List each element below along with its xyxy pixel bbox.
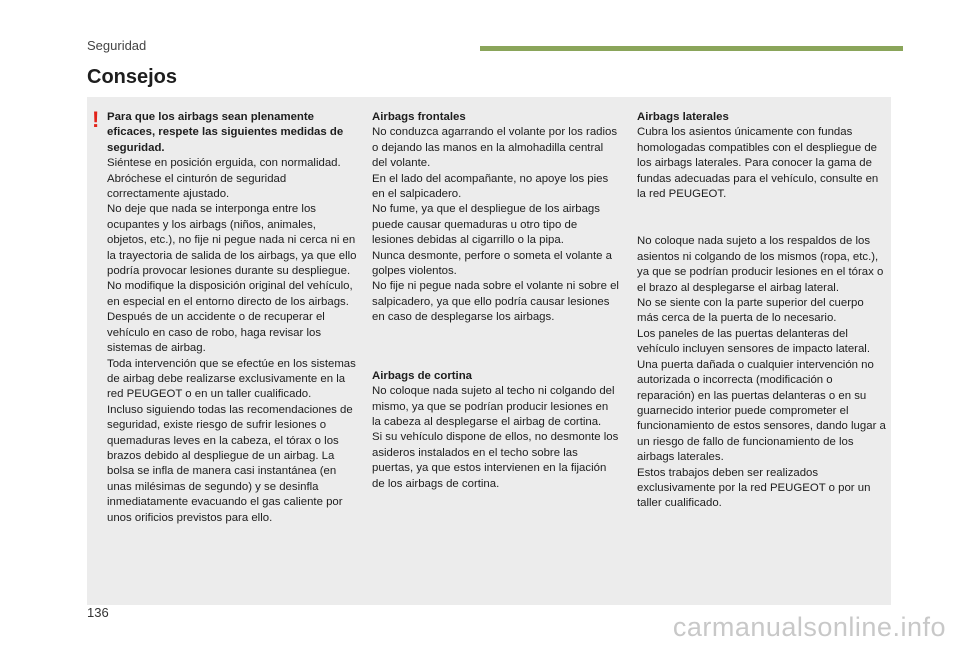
side-airbags-line: Cubra los asientos únicamente con fundas homologadas compatibles con el despliegue de los airbags laterales. Para conocer la gama de fundas adecuadas para el vehículo, consulte en la red PEUGEOT.	[637, 126, 879, 201]
side-airbags-line: Estos trabajos deben ser realizados exclusivamente por la red PEUGEOT o por un taller cualificado.	[637, 466, 871, 510]
side-airbags-line: Los paneles de las puertas delanteras del vehículo incluyen sensores de impacto lateral.	[637, 327, 871, 356]
side-airbags-line: Una puerta dañada o cualquier intervención no autorizada o incorrecta (modificación o reparación) en las puertas delanteras o en su guarnecido interior puede comprometer el funcionamiento de estos sensores, dando lugar a un riesgo de fallo de funcionamiento de los airbags laterales.	[637, 358, 886, 464]
side-airbags-line: No se siente con la parte superior del cuerpo más cerca de la puerta de lo necesario.	[637, 297, 864, 325]
column-side-airbags	[637, 110, 887, 512]
header-accent-bar	[480, 46, 903, 51]
general-advice-line: No deje que nada se interponga entre los ocupantes y los airbags (niños, animales, objetos, etc.), no fije ni pegue nada ni cerca ni en la trayectoria de salida de los airbags, ya que ello podría provocar lesiones durante su despliegue.	[107, 203, 357, 278]
front-airbags-line: En el lado del acompañante, no apoye los pies en el salpicadero.	[372, 172, 609, 201]
side-airbags-line: No coloque nada sujeto a los respaldos de los asientos ni colgando de los mismos (ropa, etc.), ya que se podrían producir lesiones en el tórax o el brazo al desplegarse el airbag lateral.	[637, 235, 884, 294]
column-front-curtain-airbags	[372, 110, 620, 492]
general-advice-line: No modifique la disposición original del vehículo, en especial en el entorno directo de los airbags.	[107, 280, 353, 308]
front-airbags-line: No fije ni pegue nada sobre el volante ni sobre el salpicadero, ya que ello podría causar lesiones en caso de desplegarse los airbags.	[372, 280, 619, 324]
section-label: Seguridad	[87, 38, 147, 53]
front-airbags-line: No conduzca agarrando el volante por los radios o dejando las manos en la almohadilla central del volante.	[372, 126, 618, 170]
front-airbags-line: Nunca desmonte, perfore o someta el volante a golpes violentos.	[372, 249, 612, 278]
curtain-airbags-line: No coloque nada sujeto al techo ni colgando del mismo, ya que se podrían producir lesiones en la cabeza al desplegarse el airbag de cortina.	[372, 385, 615, 428]
front-airbags-line: No fume, ya que el despliegue de los airbags puede causar quemaduras u otro tipo de lesiones debidas al cigarrillo o la pipa.	[372, 203, 600, 247]
column-general-advice	[107, 110, 357, 526]
spacer	[372, 326, 620, 369]
general-advice-heading: Para que los airbags sean plenamente eficaces, respete las siguientes medidas de seguridad.	[107, 111, 344, 154]
page-title: Consejos	[87, 66, 178, 88]
general-advice-line: Abróchese el cinturón de seguridad correctamente ajustado.	[107, 172, 287, 201]
front-airbags-heading: Airbags frontales	[372, 111, 466, 123]
curtain-airbags-heading: Airbags de cortina	[372, 369, 473, 382]
curtain-airbags-line: Si su vehículo dispone de ellos, no desmonte los asideros instalados en el techo sobre las puertas, ya que estos intervienen en la fijación de los airbags de cortina.	[372, 431, 619, 490]
spacer	[637, 202, 887, 234]
watermark: carmanualsonline.info	[672, 612, 946, 642]
exclamation-icon: !	[92, 107, 100, 132]
general-advice-line: Incluso siguiendo todas las recomendaciones de seguridad, existe riesgo de sufrir lesiones o quemaduras leves en la cabeza, el tórax o los brazos debido al despliegue de un airbag. La bolsa se infla de manera casi instantánea (en unas milésimas de segundo) y se desinfla inmediatamente evacuando el gas caliente por unos orificios previstos para ello.	[107, 403, 353, 524]
side-airbags-heading: Airbags laterales	[637, 111, 729, 123]
general-advice-line: Después de un accidente o de recuperar el vehículo en caso de robo, haga revisar los sistemas de airbag.	[107, 311, 325, 355]
general-advice-line: Toda intervención que se efectúe en los sistemas de airbag debe realizarse exclusivamente en la red PEUGEOT o en un taller cualificado.	[107, 357, 356, 401]
general-advice-line: Siéntese en posición erguida, con normalidad.	[107, 157, 341, 170]
page-number: 136	[87, 605, 109, 620]
